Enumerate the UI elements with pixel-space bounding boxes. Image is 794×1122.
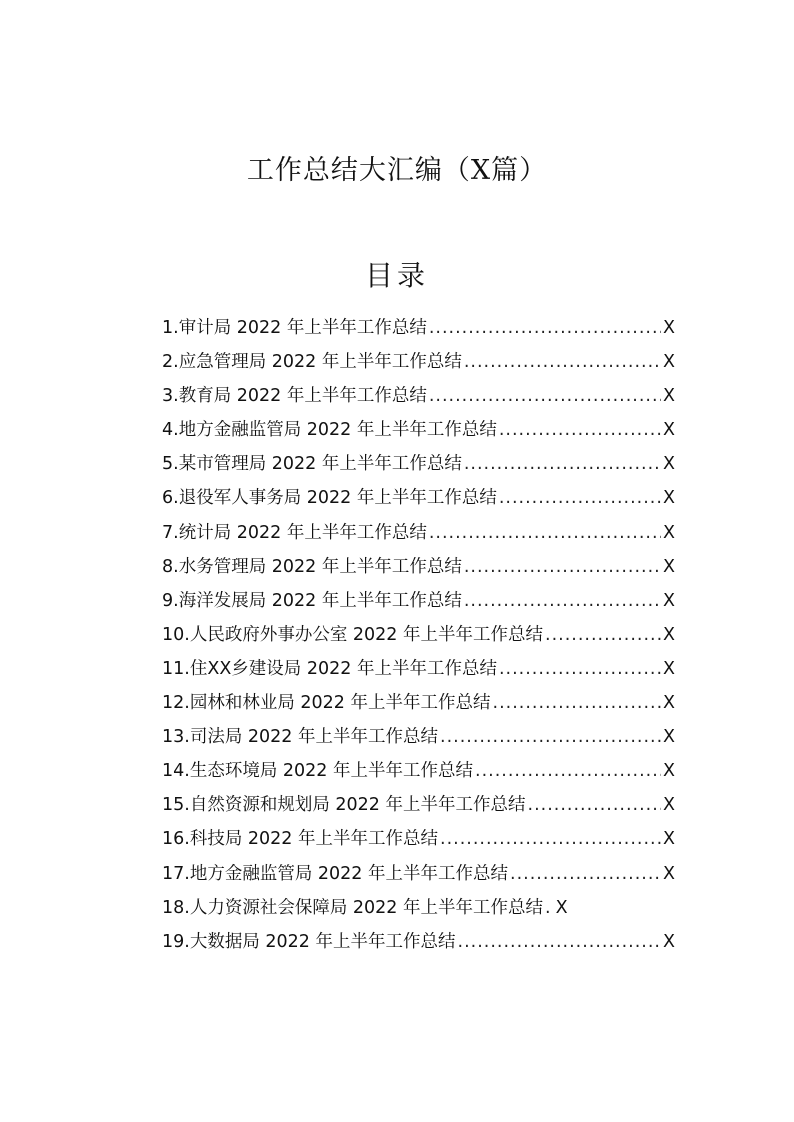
toc-page-number: X (663, 624, 675, 645)
toc-entry[interactable] (162, 450, 675, 484)
toc-entry-label: 16.科技局 2022 年上半年工作总结 (162, 829, 438, 850)
toc-entry[interactable] (162, 519, 675, 553)
toc-dot-leader (464, 587, 661, 615)
toc-page-number: X (663, 693, 675, 714)
toc-entry[interactable] (162, 689, 675, 723)
toc-entry[interactable] (162, 348, 675, 382)
toc-entry-label: 12.园林和林业局 2022 年上半年工作总结 (162, 693, 491, 714)
toc-page-number: X (663, 352, 675, 373)
toc-dot-leader (545, 894, 552, 922)
toc-entry[interactable] (162, 860, 675, 894)
document-title: 工作总结大汇编（X篇） (246, 155, 548, 186)
toc-dot-leader (499, 655, 661, 683)
toc-entry[interactable] (162, 484, 675, 518)
toc-entry-label: 3.教育局 2022 年上半年工作总结 (162, 386, 427, 407)
toc-entry[interactable] (162, 655, 675, 689)
toc-entry[interactable] (162, 416, 675, 450)
toc-entry[interactable] (162, 314, 675, 348)
toc-dot-leader (464, 553, 661, 581)
toc-entry-label: 2.应急管理局 2022 年上半年工作总结 (162, 352, 462, 373)
toc-entry-label: 18.人力资源社会保障局 2022 年上半年工作总结 (162, 897, 543, 918)
toc-entry[interactable] (162, 894, 675, 928)
toc-entry-label: 5.某市管理局 2022 年上半年工作总结 (162, 454, 462, 475)
toc-page-number: X (663, 386, 675, 407)
toc-dot-leader (464, 450, 661, 478)
toc-entry-label: 15.自然资源和规划局 2022 年上半年工作总结 (162, 795, 526, 816)
toc-entry[interactable] (162, 928, 675, 962)
toc-dot-leader (493, 689, 662, 717)
toc-page-number: X (663, 761, 675, 782)
toc-dot-leader (499, 416, 661, 444)
toc-page-number: X (663, 522, 675, 543)
toc-entry-label: 1.审计局 2022 年上半年工作总结 (162, 318, 427, 338)
toc-entry[interactable] (162, 723, 675, 757)
toc-dot-leader (475, 757, 661, 785)
toc-page-number: X (555, 897, 568, 918)
toc-entry-label: 17.地方金融监管局 2022 年上半年工作总结 (162, 863, 508, 884)
toc-dot-leader (429, 314, 661, 342)
toc-entry-label: 8.水务管理局 2022 年上半年工作总结 (162, 556, 462, 577)
toc-dot-leader (464, 348, 661, 376)
toc-entry-label: 10.人民政府外事办公室 2022 年上半年工作总结 (162, 624, 543, 645)
toc-entry-label: 14.生态环境局 2022 年上半年工作总结 (162, 761, 473, 782)
toc-entry[interactable] (162, 621, 675, 655)
toc-entry[interactable] (162, 382, 675, 416)
toc-dot-leader (528, 791, 662, 819)
toc-dot-leader (545, 621, 661, 649)
toc-page-number: X (663, 727, 675, 748)
toc-entry[interactable] (162, 757, 675, 791)
toc-entry[interactable] (162, 587, 675, 621)
toc-heading: 目录 (364, 259, 429, 292)
toc-dot-leader (429, 382, 661, 410)
toc-entry-label: 4.地方金融监管局 2022 年上半年工作总结 (162, 420, 497, 441)
toc-entry[interactable] (162, 553, 675, 587)
toc-page-number: X (663, 454, 675, 475)
toc-page-number: X (663, 658, 675, 679)
table-of-contents (162, 314, 675, 962)
toc-entry-label: 11.住XX乡建设局 2022 年上半年工作总结 (162, 658, 497, 679)
toc-entry-label: 9.海洋发展局 2022 年上半年工作总结 (162, 590, 462, 611)
toc-entry-label: 19.大数据局 2022 年上半年工作总结 (162, 931, 456, 952)
toc-entry[interactable] (162, 791, 675, 825)
toc-dot-leader (499, 484, 661, 512)
toc-dot-leader (429, 519, 661, 547)
toc-page-number: X (663, 420, 675, 441)
toc-entry-label: 13.司法局 2022 年上半年工作总结 (162, 727, 438, 748)
toc-page-number: X (663, 590, 675, 611)
toc-page-number: X (663, 931, 675, 952)
toc-dot-leader (458, 928, 662, 956)
toc-page-number: X (663, 318, 675, 338)
toc-page-number: X (663, 829, 675, 850)
toc-dot-leader (440, 723, 661, 751)
toc-dot-leader (440, 825, 661, 853)
toc-page-number: X (663, 488, 675, 509)
toc-page-number: X (663, 556, 675, 577)
toc-page-number: X (663, 795, 675, 816)
toc-page-number: X (663, 863, 675, 884)
toc-dot-leader (510, 860, 661, 888)
toc-entry-label: 7.统计局 2022 年上半年工作总结 (162, 522, 427, 543)
toc-entry-label: 6.退役军人事务局 2022 年上半年工作总结 (162, 488, 497, 509)
toc-entry[interactable] (162, 825, 675, 859)
